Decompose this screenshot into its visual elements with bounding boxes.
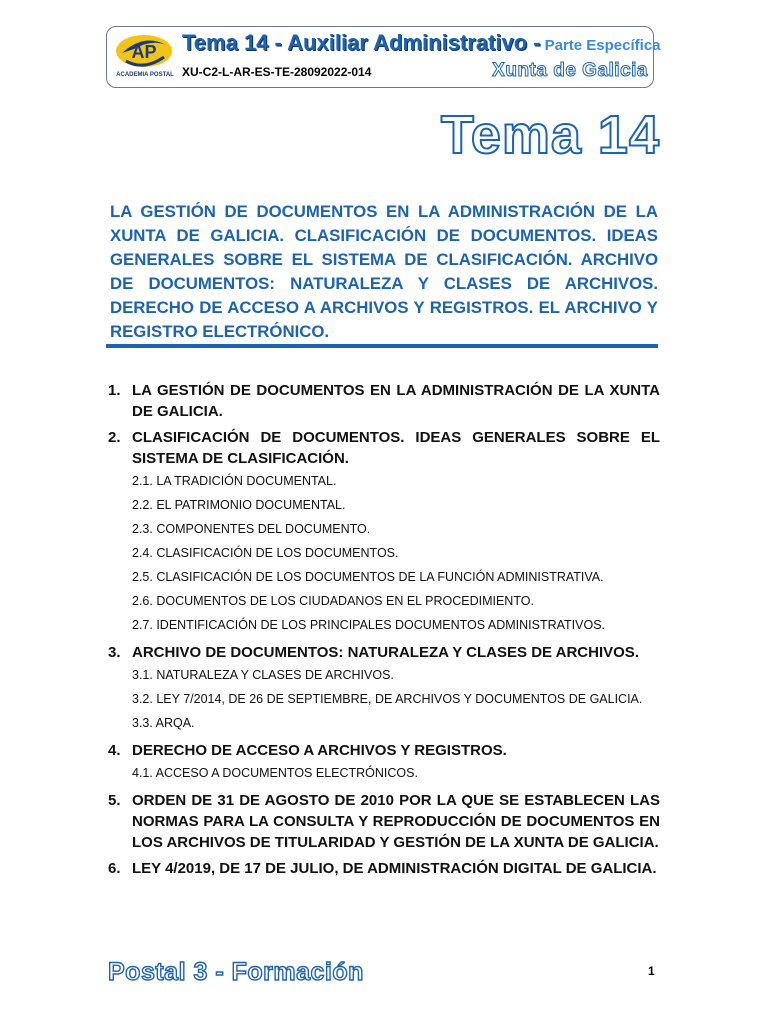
toc-subitem: 3.2. LEY 7/2014, DE 26 DE SEPTIEMBRE, DE ARCHIVOS Y DOCUMENTOS DE GALICIA.	[132, 692, 643, 706]
toc-item	[108, 858, 660, 879]
toc-subitem: 2.7. IDENTIFICACIÓN DE LOS PRINCIPALES DOCUMENTOS ADMINISTRATIVOS.	[132, 618, 605, 632]
toc-item-text: CLASIFICACIÓN DE DOCUMENTOS. IDEAS GENERALES SOBRE EL SISTEMA DE CLASIFICACIÓN.	[132, 429, 660, 467]
header-title-suffix: Parte Específica	[544, 37, 661, 54]
header-title-main: Tema 14 - Auxiliar Administrativo -	[182, 30, 541, 55]
page-title: Tema 14	[440, 105, 660, 165]
toc-subitem: 2.5. CLASIFICACIÓN DE LOS DOCUMENTOS DE LA FUNCIÓN ADMINISTRATIVA.	[132, 570, 604, 584]
footer-brand: Postal 3 - Formación	[108, 958, 364, 986]
header-title	[182, 30, 661, 56]
toc-item-number: 2.	[108, 429, 121, 446]
toc-item	[108, 642, 660, 663]
toc-item-text: LEY 4/2019, DE 17 DE JULIO, DE ADMINISTRACIÓN DIGITAL DE GALICIA.	[132, 860, 657, 877]
toc-subitem: 3.1. NATURALEZA Y CLASES DE ARCHIVOS.	[132, 668, 394, 682]
toc-subitem: 2.3. COMPONENTES DEL DOCUMENTO.	[132, 522, 371, 536]
toc-sublist	[108, 668, 660, 731]
page-number: 1	[648, 964, 655, 978]
toc-item	[108, 740, 660, 761]
toc-subitem: 2.6. DOCUMENTOS DE LOS CIUDADANOS EN EL PROCEDIMIENTO.	[132, 594, 534, 608]
toc-item-number: 5.	[108, 792, 121, 809]
toc-item-number: 1.	[108, 382, 121, 399]
toc-item-text: ORDEN DE 31 DE AGOSTO DE 2010 POR LA QUE SE ESTABLECEN LAS NORMAS PARA LA CONSULTA Y REPRODUCCIÓN DE DOCUMENTOS EN LOS ARCHIVOS DE TITULARIDAD Y GESTIÓN DE LA XUNTA DE GALICIA.	[132, 792, 660, 851]
toc-item-text: DERECHO DE ACCESO A ARCHIVOS Y REGISTROS.	[132, 742, 507, 759]
table-of-contents	[108, 380, 660, 884]
toc-item-number: 4.	[108, 742, 121, 759]
document-code: XU-C2-L-AR-ES-TE-28092022-014	[182, 65, 372, 79]
toc-sublist	[108, 766, 660, 781]
toc-item	[108, 790, 660, 853]
toc-subitem: 4.1. ACCESO A DOCUMENTOS ELECTRÓNICOS.	[132, 766, 418, 780]
svg-text:AP: AP	[131, 42, 157, 62]
header-subtitle: Xunta de Galicia	[492, 60, 648, 81]
toc-sublist	[108, 474, 660, 633]
toc-item-number: 6.	[108, 860, 121, 877]
toc-subitem: 3.3. ARQA.	[132, 716, 195, 730]
toc-item-text: ARCHIVO DE DOCUMENTOS: NATURALEZA Y CLASES DE ARCHIVOS.	[132, 644, 639, 661]
topic-summary: LA GESTIÓN DE DOCUMENTOS EN LA ADMINISTRACIÓN DE LA XUNTA DE GALICIA. CLASIFICACIÓN DE DOCUMENTOS. IDEAS GENERALES SOBRE EL SISTEMA DE CLASIFICACIÓN. ARCHIVO DE DOCUMENTOS: NATURALEZA Y CLASES DE ARCHIVOS. DERECHO DE ACCESO A ARCHIVOS Y REGISTROS. EL ARCHIVO Y REGISTRO ELECTRÓNICO.	[110, 202, 658, 341]
divider	[106, 344, 658, 348]
toc-subitem: 2.1. LA TRADICIÓN DOCUMENTAL.	[132, 474, 337, 488]
toc-item	[108, 427, 660, 469]
toc-item-number: 3.	[108, 644, 121, 661]
toc-item	[108, 380, 660, 422]
toc-subitem: 2.4. CLASIFICACIÓN DE LOS DOCUMENTOS.	[132, 546, 399, 560]
toc-subitem: 2.2. EL PATRIMONIO DOCUMENTAL.	[132, 498, 346, 512]
toc-item-text: LA GESTIÓN DE DOCUMENTOS EN LA ADMINISTRACIÓN DE LA XUNTA DE GALICIA.	[132, 382, 660, 420]
logo-caption: ACADEMIA POSTAL	[116, 72, 174, 78]
